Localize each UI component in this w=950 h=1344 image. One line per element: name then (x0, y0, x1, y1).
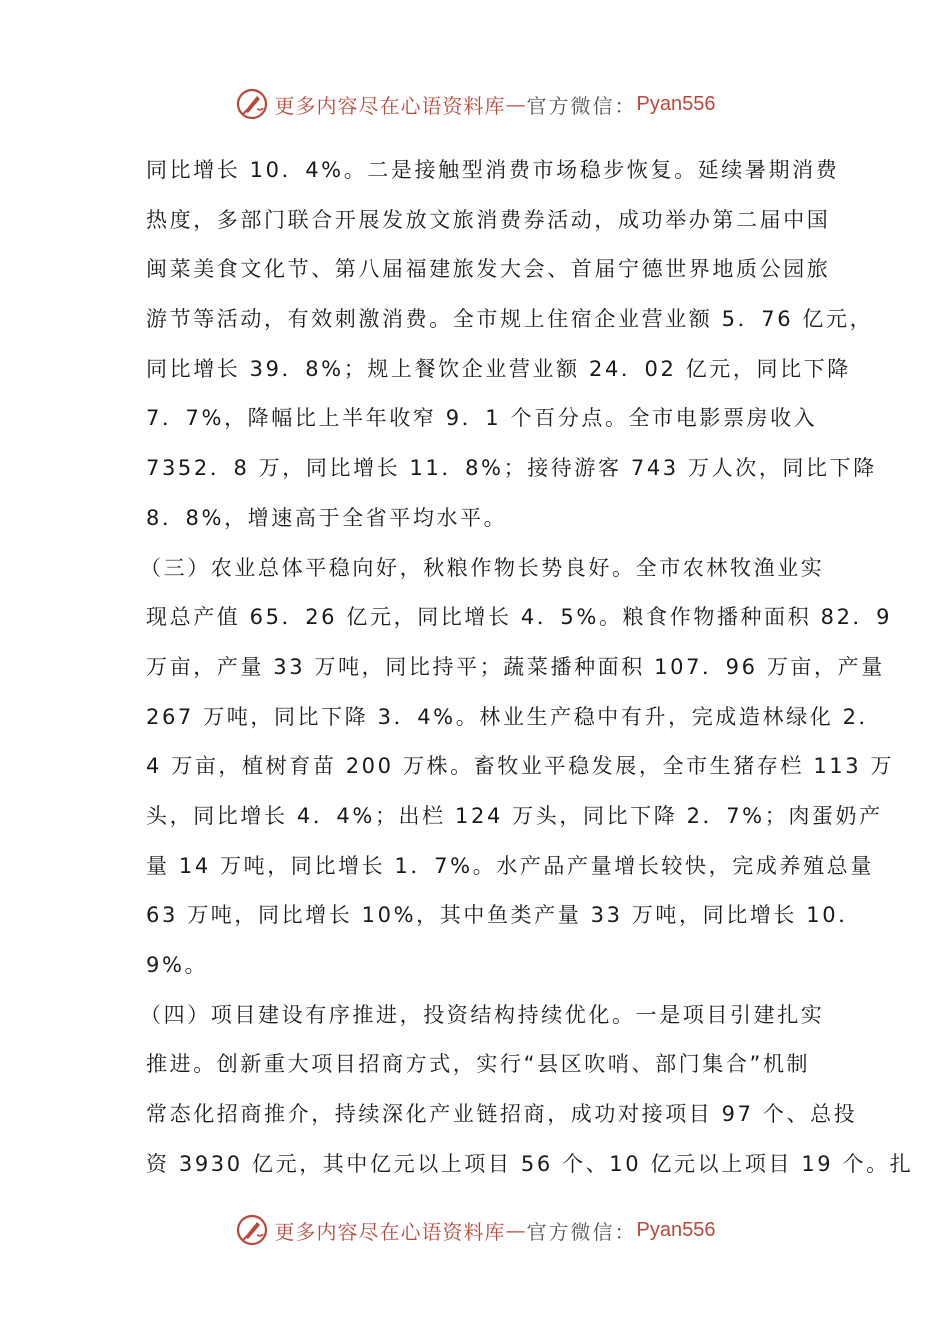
watermark-separator: — (505, 1218, 527, 1242)
watermark-wechat-id: Pyan556 (636, 1218, 716, 1241)
text-line: 闽菜美食文化节、第八届福建旅发大会、首届宁德世界地质公园旅 (146, 257, 831, 282)
text-line: 头，同比增长 4．4%；出栏 124 万头，同比下降 2．7%；肉蛋奶产 (146, 803, 883, 828)
text-line: 推进。创新重大项目招商方式，实行“县区吹哨、部门集合”机制 (146, 1052, 811, 1077)
text-line: 9%。 (146, 953, 209, 977)
text-line: 游节等活动，有效刺激消费。全市规上住宿企业营业额 5．76 亿元， (146, 307, 874, 332)
text-line: 7352．8 万，同比增长 11．8%；接待游客 743 万人次，同比下降 (146, 456, 877, 481)
watermark-wechat-label: 官方微信： (526, 1219, 637, 1244)
document-body (140, 146, 914, 1189)
watermark-site-text: 更多内容尽在心语资料库 (274, 1219, 506, 1244)
quill-pen-logo-icon (235, 1213, 269, 1247)
watermark-separator: — (505, 92, 527, 116)
text-line: 常态化招商推介，持续深化产业链招商，成功对接项目 97 个、总投 (146, 1102, 858, 1127)
text-line: 同比增长 10．4%。二是接触型消费市场稳步恢复。延续暑期消费 (146, 158, 840, 182)
text-line: 63 万吨，同比增长 10%，其中鱼类产量 33 万吨，同比增长 10． (146, 903, 862, 928)
text-line: 万亩，产量 33 万吨，同比持平；蔬菜播种面积 107．96 万亩，产量 (146, 654, 885, 679)
text-line: 267 万吨，同比下降 3．4%。林业生产稳中有升，完成造林绿化 2． (146, 704, 883, 729)
text-line: 热度，多部门联合开展发放文旅消费券活动，成功举办第二届中国 (146, 207, 831, 232)
watermark-wechat-label: 官方微信： (526, 93, 637, 118)
watermark-site-text: 更多内容尽在心语资料库 (274, 93, 506, 118)
watermark-wechat-id: Pyan556 (636, 92, 716, 115)
text-line: 现总产值 65．26 亿元，同比增长 4．5%。粮食作物播种面积 82．9 (146, 605, 893, 630)
text-line: 4 万亩，植树育苗 200 万株。畜牧业平稳发展，全市生猪存栏 113 万 (146, 754, 895, 779)
quill-pen-logo-icon (235, 87, 269, 121)
header-watermark (0, 84, 950, 124)
footer-watermark (0, 1210, 950, 1250)
section-heading-line: （四）项目建设有序推进，投资结构持续优化。一是项目引建扎实 (140, 1002, 825, 1027)
text-line: 7．7%，降幅比上半年收窄 9．1 个百分点。全市电影票房收入 (146, 406, 818, 431)
text-line: 量 14 万吨，同比增长 1．7%。水产品产量增长较快，完成养殖总量 (146, 853, 874, 878)
section-heading-line: （三）农业总体平稳向好，秋粮作物长势良好。全市农林牧渔业实 (140, 555, 825, 580)
text-line: 同比增长 39．8%；规上餐饮企业营业额 24．02 亿元，同比下降 (146, 356, 851, 381)
text-line: 8．8%，增速高于全省平均水平。 (146, 505, 508, 530)
text-line: 资 3930 亿元，其中亿元以上项目 56 个、10 亿元以上项目 19 个。扎 (146, 1151, 914, 1176)
